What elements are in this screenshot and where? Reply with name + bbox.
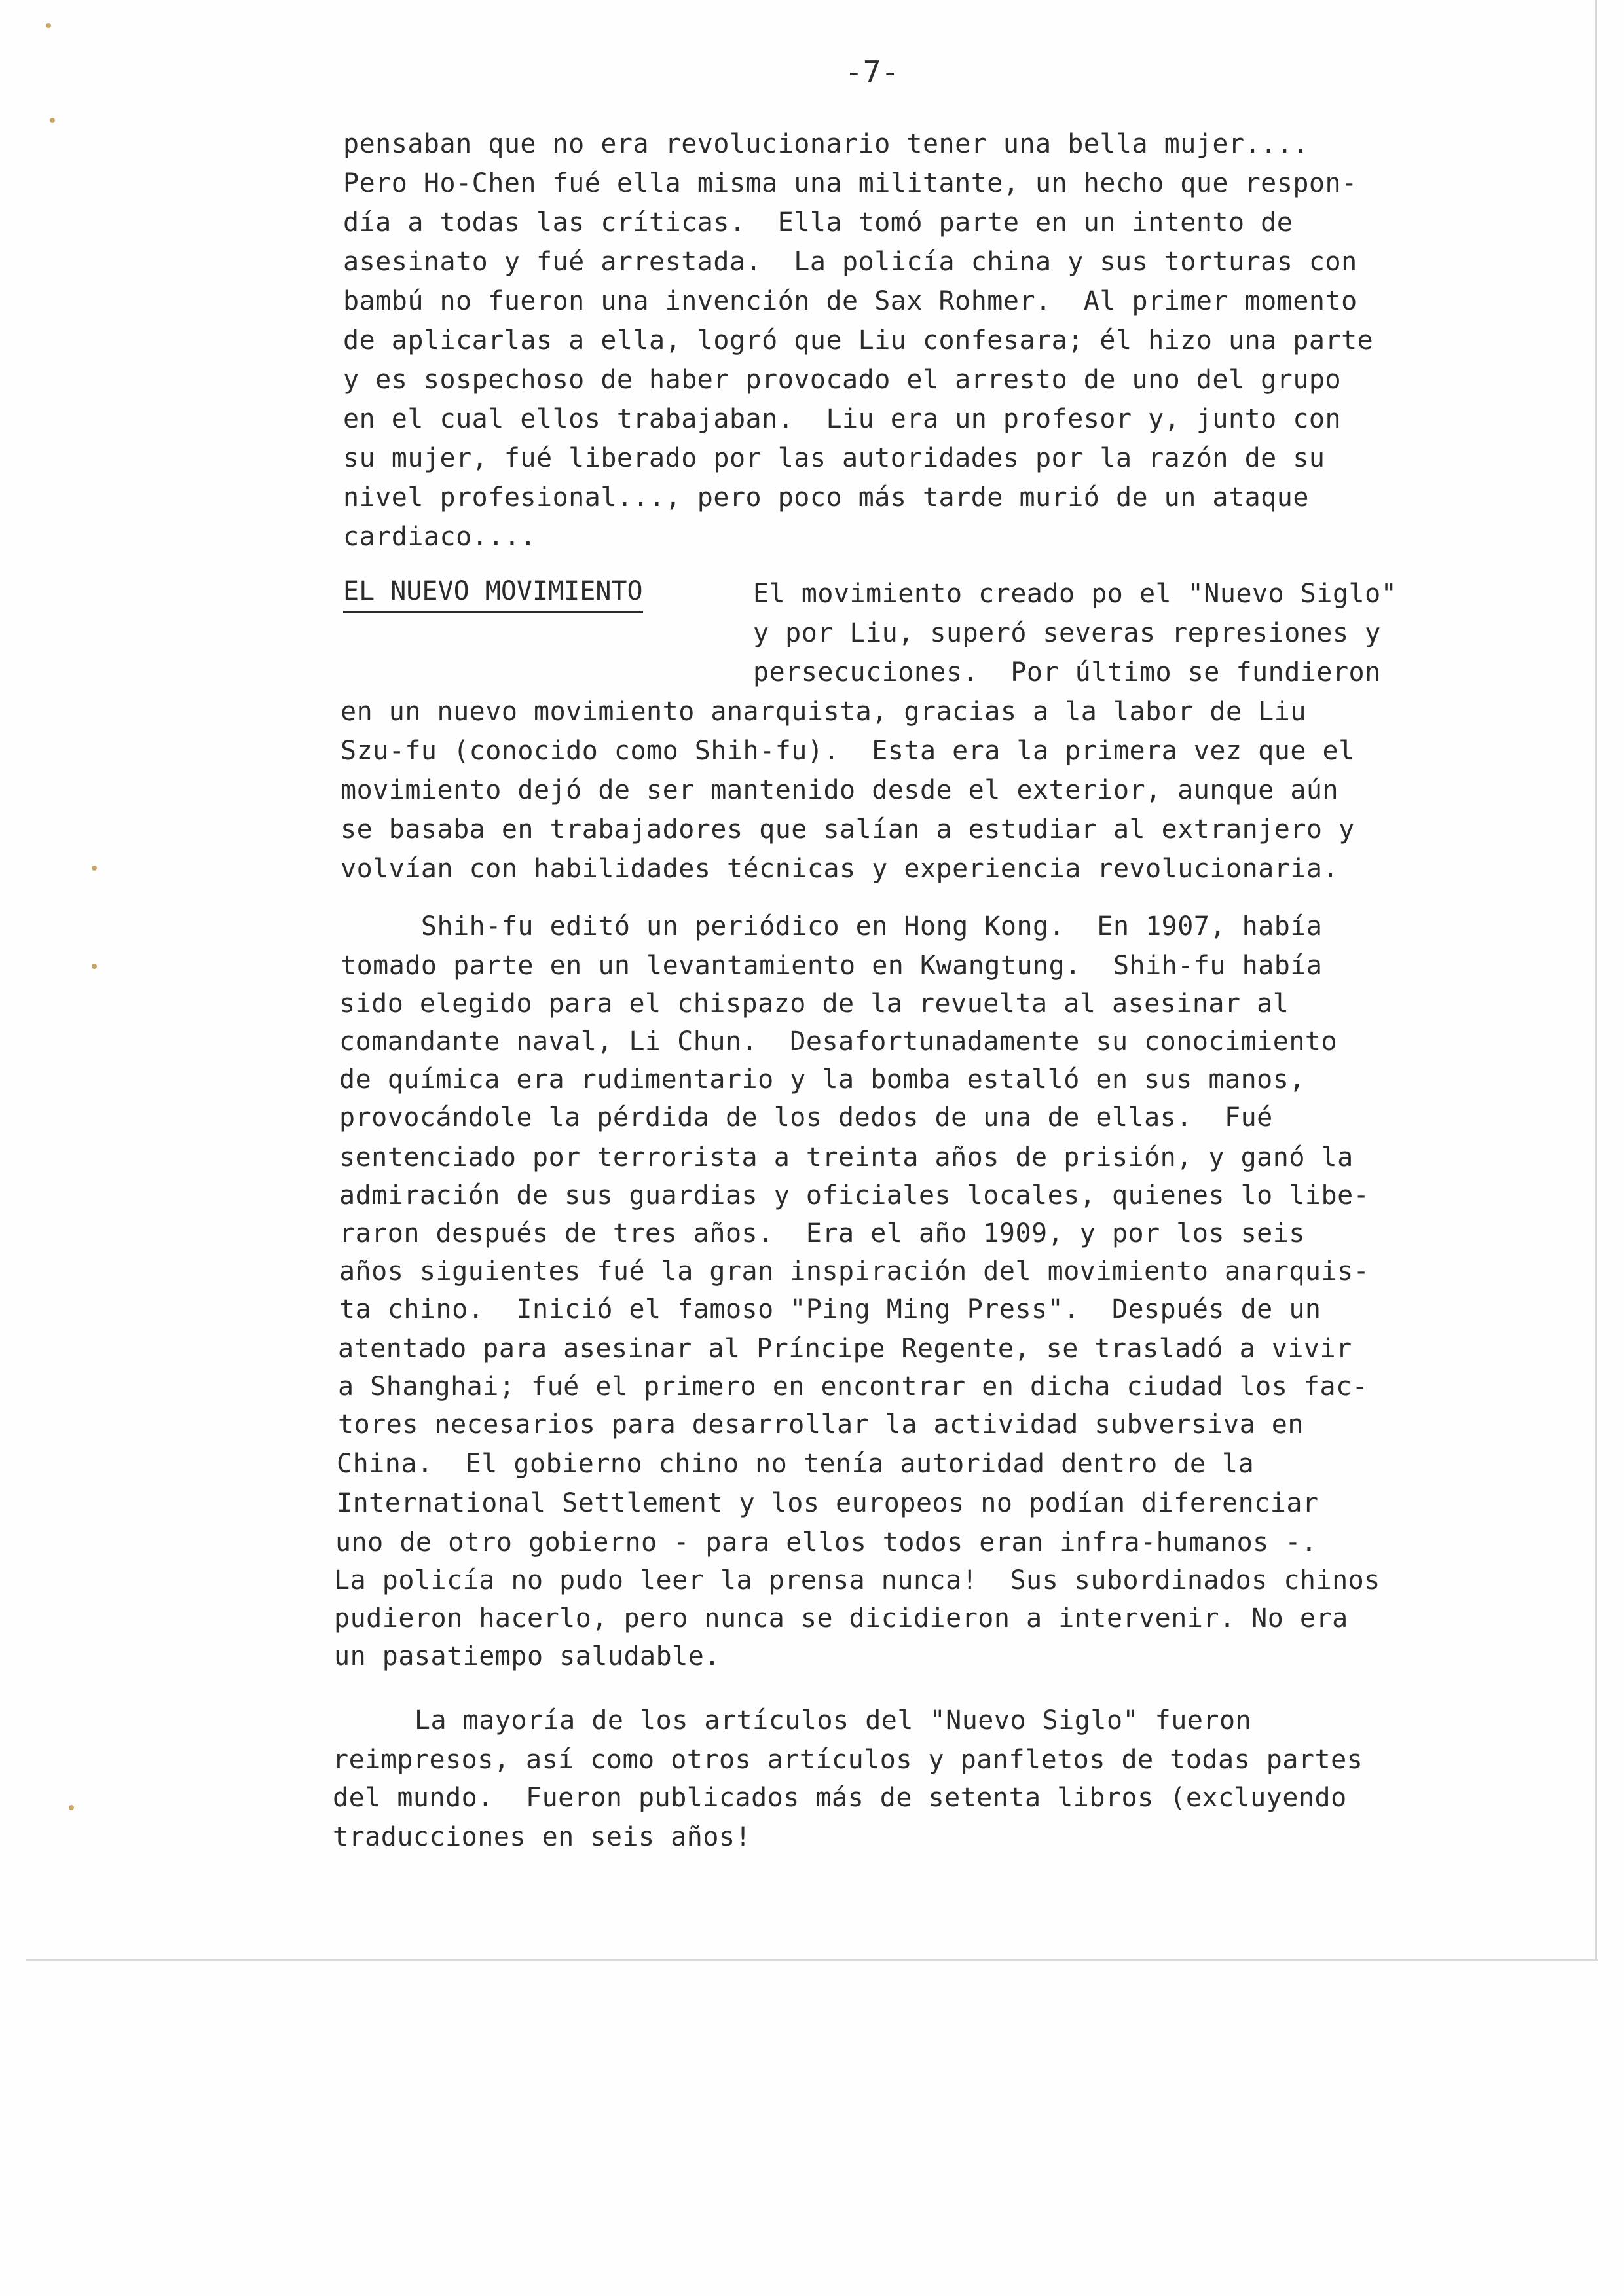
text-line: sido elegido para el chispazo de la revuelta al asesinar al xyxy=(339,989,1289,1019)
text-line: a Shanghai; fué el primero en encontrar en dicha ciudad los fac- xyxy=(338,1372,1369,1402)
text-line: reimpresos, así como otros artículos y panfletos de todas partes xyxy=(333,1745,1363,1775)
text-line: en un nuevo movimiento anarquista, gracias a la labor de Liu xyxy=(341,697,1306,727)
text-line: su mujer, fué liberado por las autoridades por la razón de su xyxy=(343,443,1325,473)
scan-speck xyxy=(92,866,97,871)
text-line: y por Liu, superó severas represiones y xyxy=(753,618,1381,648)
text-line: sentenciado por terrorista a treinta años de prisión, y ganó la xyxy=(339,1142,1354,1173)
scan-speck xyxy=(46,23,51,28)
paper-edge-right xyxy=(1595,0,1597,1961)
scan-speck xyxy=(50,118,55,123)
text-line: nivel profesional..., pero poco más tarde murió de un ataque xyxy=(343,483,1309,513)
text-line: del mundo. Fueron publicados más de setenta libros (excluyendo xyxy=(333,1783,1347,1813)
text-line: movimiento dejó de ser mantenido desde el exterior, aunque aún xyxy=(341,775,1339,805)
section-heading: EL NUEVO MOVIMIENTO xyxy=(343,572,643,613)
scan-speck xyxy=(69,1805,74,1810)
text-line: se basaba en trabajadores que salían a estudiar al extranjero y xyxy=(341,814,1355,845)
text-line: Shih-fu editó un periódico en Hong Kong. En 1907, había xyxy=(341,911,1323,941)
page-number: -7- xyxy=(845,54,900,90)
text-line: bambú no fueron una invención de Sax Rohmer. Al primer momento xyxy=(343,286,1357,316)
text-line: pensaban que no era revolucionario tener una bella mujer.... xyxy=(343,129,1309,159)
text-line: asesinato y fué arrestada. La policía china y sus torturas con xyxy=(343,247,1357,277)
text-line: Szu-fu (conocido como Shih-fu). Esta era la primera vez que el xyxy=(341,736,1355,766)
text-line: traducciones en seis años! xyxy=(333,1822,752,1852)
text-line: El movimiento creado po el "Nuevo Siglo" xyxy=(753,579,1397,609)
text-line: International Settlement y los europeos no podían diferenciar xyxy=(337,1488,1319,1518)
text-line: ta chino. Inició el famoso "Ping Ming Press". Después de un xyxy=(339,1294,1321,1324)
text-line: de aplicarlas a ella, logró que Liu confesara; él hizo una parte xyxy=(343,325,1374,355)
text-line: uno de otro gobierno - para ellos todos eran infra-humanos -. xyxy=(335,1527,1318,1558)
text-line: La mayoría de los artículos del "Nuevo Siglo" fueron xyxy=(334,1705,1252,1736)
text-line: Pero Ho-Chen fué ella misma una militante, un hecho que respon- xyxy=(343,168,1357,198)
text-line: en el cual ellos trabajaban. Liu era un profesor y, junto con xyxy=(343,404,1342,434)
text-line: tomado parte en un levantamiento en Kwangtung. Shih-fu había xyxy=(341,951,1323,981)
text-line: cardiaco.... xyxy=(343,522,536,552)
text-line: un pasatiempo saludable. xyxy=(334,1641,720,1671)
text-line: atentado para asesinar al Príncipe Regente, se trasladó a vivir xyxy=(338,1334,1352,1364)
text-line: volvían con habilidades técnicas y experiencia revolucionaria. xyxy=(341,854,1339,884)
scan-speck xyxy=(92,964,97,969)
text-line: provocándole la pérdida de los dedos de una de ellas. Fué xyxy=(339,1102,1273,1133)
text-line: y es sospechoso de haber provocado el arresto de uno del grupo xyxy=(343,365,1342,395)
text-line: día a todas las críticas. Ella tomó parte en un intento de xyxy=(343,208,1293,238)
paper-edge-bottom xyxy=(26,1959,1598,1961)
text-line: comandante naval, Li Chun. Desafortunadamente su conocimiento xyxy=(339,1027,1338,1057)
text-line: años siguientes fué la gran inspiración del movimiento anarquis- xyxy=(339,1256,1370,1286)
text-line: raron después de tres años. Era el año 1909, y por los seis xyxy=(339,1218,1305,1248)
text-line: persecuciones. Por último se fundieron xyxy=(753,657,1381,687)
text-line: China. El gobierno chino no tenía autoridad dentro de la xyxy=(337,1449,1255,1479)
text-line: pudieron hacerlo, pero nunca se dicidieron a intervenir. No era xyxy=(334,1603,1348,1633)
text-line: de química era rudimentario y la bomba estalló en sus manos, xyxy=(339,1065,1305,1095)
text-line: La policía no pudo leer la prensa nunca! Sus subordinados chinos xyxy=(334,1565,1380,1595)
text-line: admiración de sus guardias y oficiales locales, quienes lo libe- xyxy=(339,1180,1370,1211)
text-line: tores necesarios para desarrollar la actividad subversiva en xyxy=(338,1410,1304,1440)
